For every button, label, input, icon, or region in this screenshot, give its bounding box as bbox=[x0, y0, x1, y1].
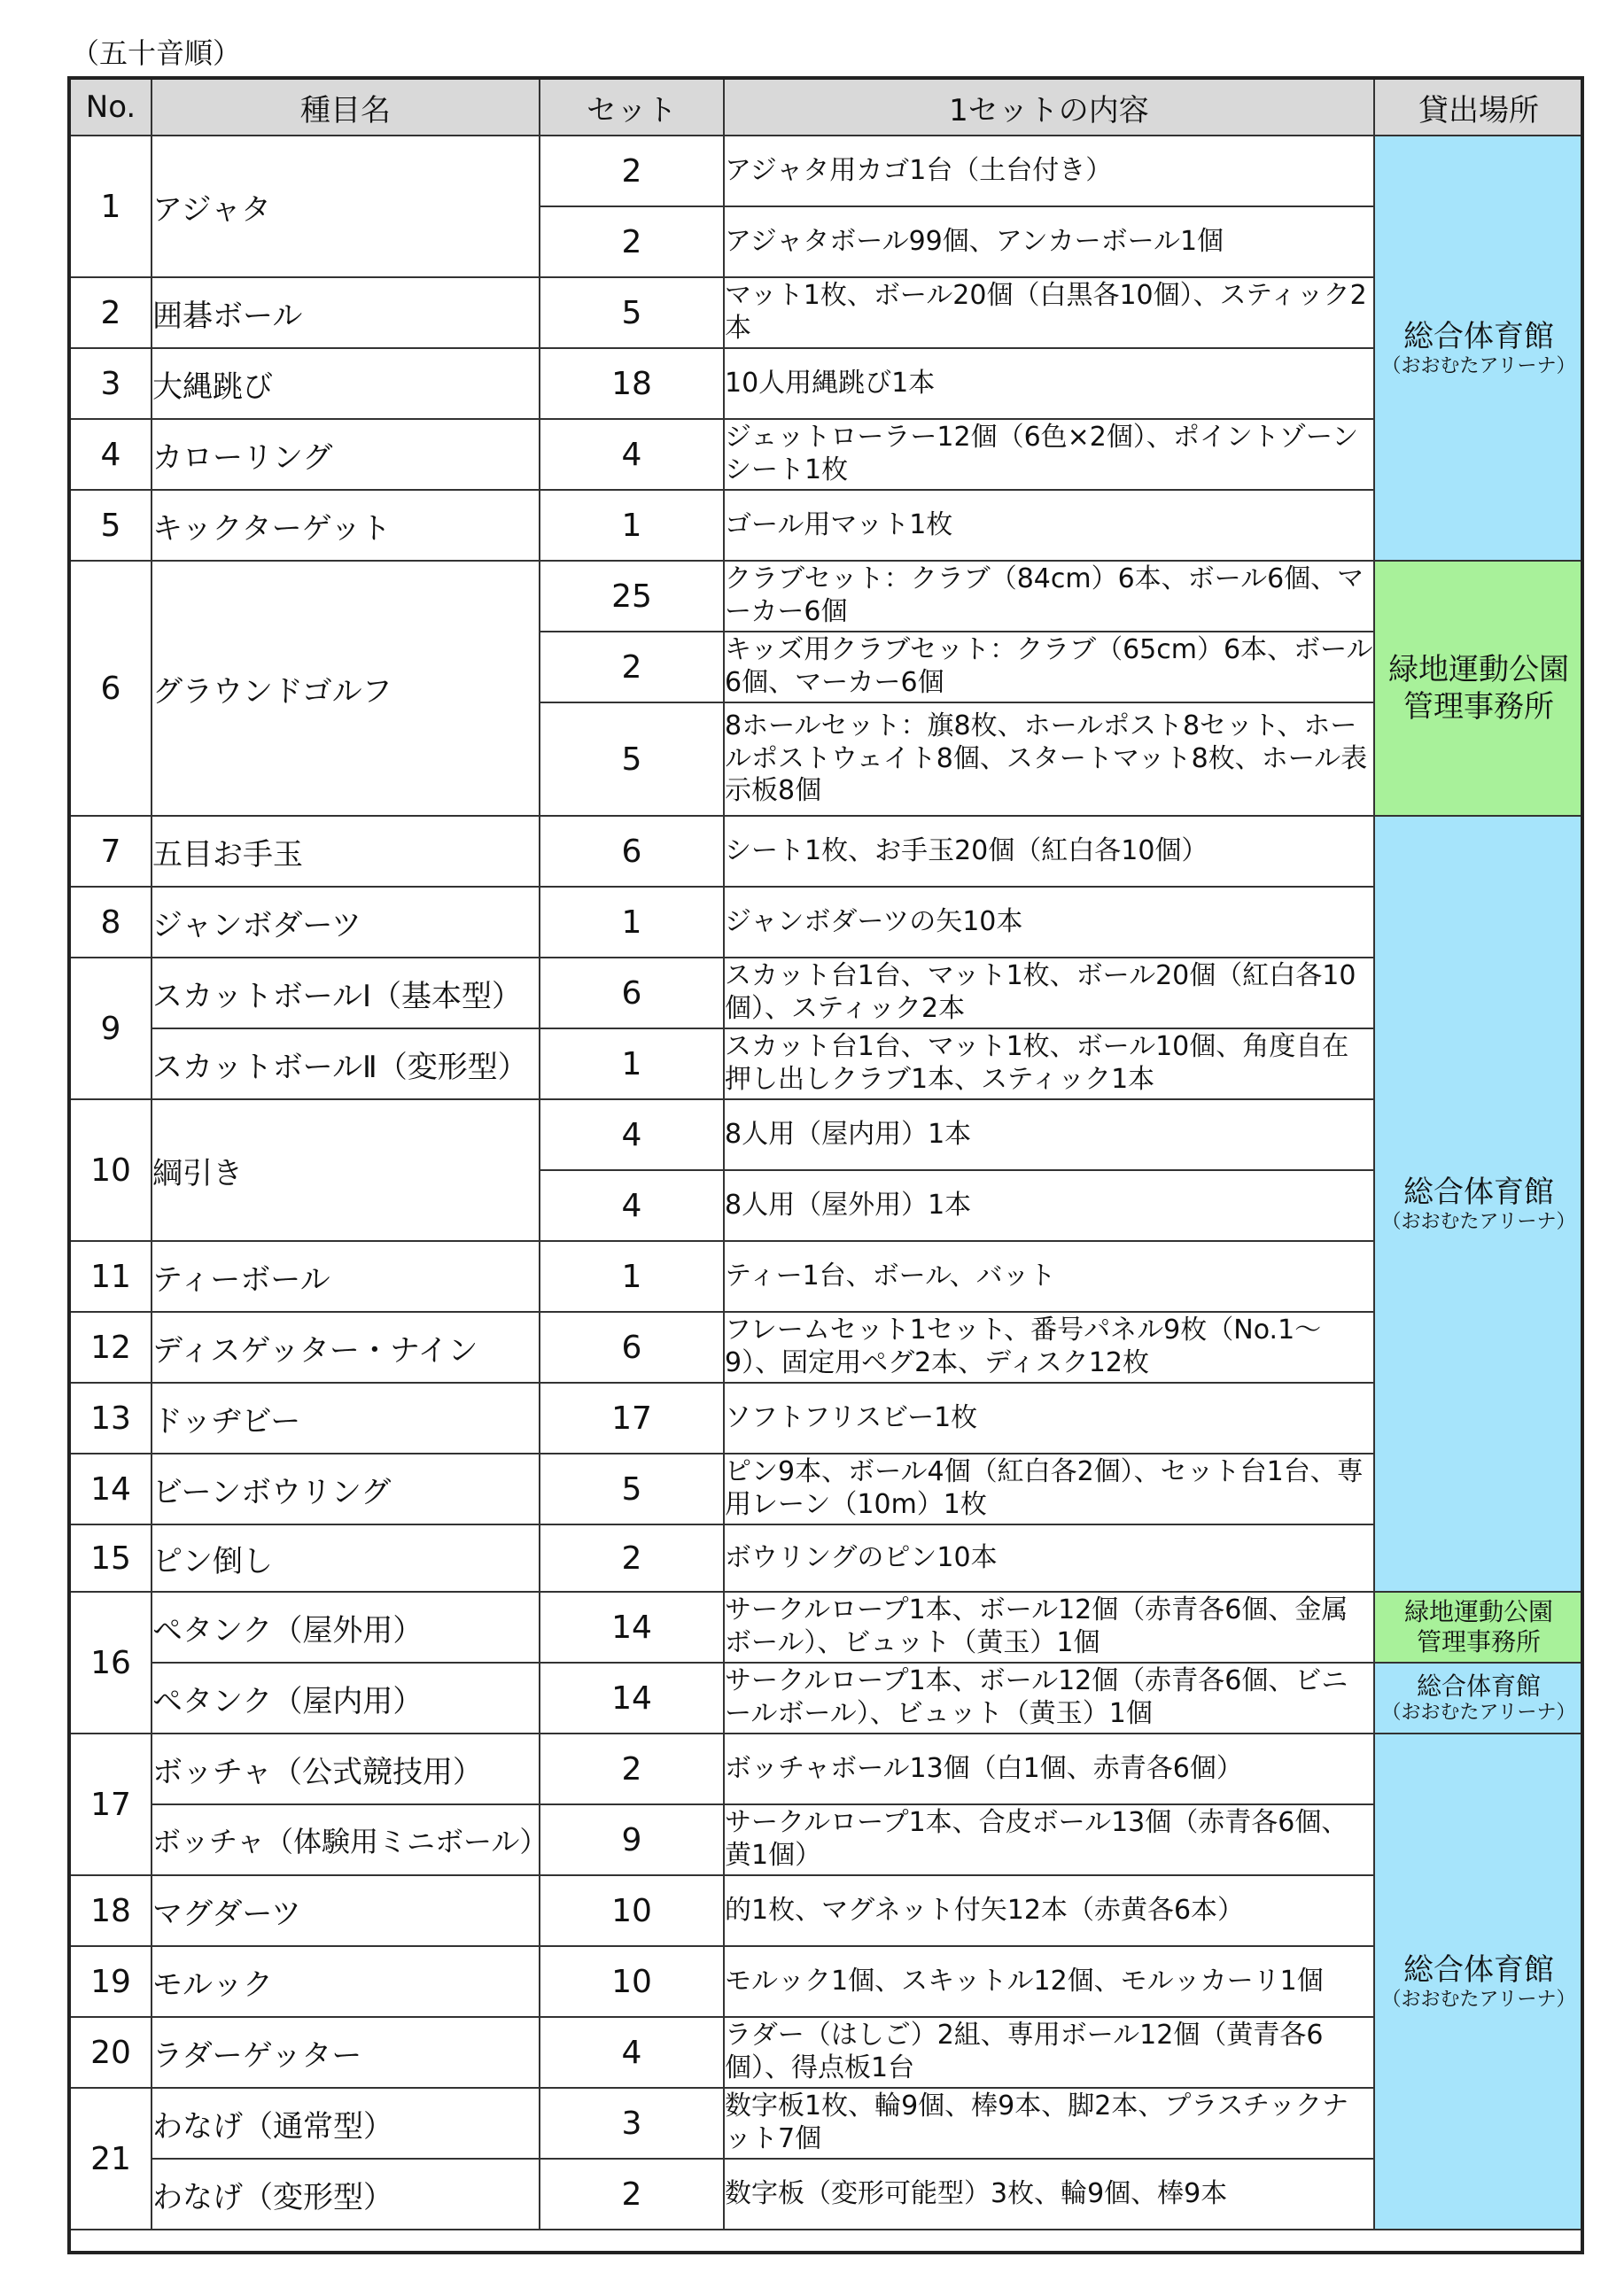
row-sets: 10 bbox=[540, 1946, 724, 2017]
row-content: 数字板（変形可能型）3枚、輪9個、棒9本 bbox=[724, 2159, 1374, 2230]
row-sets: 4 bbox=[540, 1099, 724, 1170]
row-content: フレームセット1セット、番号パネル9枚（No.1～9）、固定用ペグ2本、ディスク12枚 bbox=[724, 1312, 1374, 1383]
table-row bbox=[70, 277, 1583, 348]
header-sets: セット bbox=[540, 79, 724, 136]
table-row bbox=[70, 958, 1583, 1028]
row-sets: 9 bbox=[540, 1804, 724, 1875]
location-park-line2: 管理事務所 bbox=[1403, 689, 1554, 725]
row-sets: 1 bbox=[540, 887, 724, 958]
row-no: 6 bbox=[70, 561, 152, 816]
row-name: ドッヂビー bbox=[152, 1383, 540, 1454]
row-name: カローリング bbox=[152, 419, 540, 490]
row-name: わなげ（通常型） bbox=[152, 2088, 540, 2159]
row-sets: 1 bbox=[540, 490, 724, 561]
row-sets: 2 bbox=[540, 206, 724, 277]
location-park-line1: 緑地運動公園 bbox=[1388, 651, 1569, 687]
row-no: 16 bbox=[70, 1592, 152, 1734]
table-caption: （五十音順） bbox=[71, 36, 242, 70]
row-no: 5 bbox=[70, 490, 152, 561]
location-sub: （おおむたアリーナ） bbox=[1381, 1989, 1576, 2012]
table-row bbox=[70, 1028, 1583, 1099]
row-sets: 3 bbox=[540, 2088, 724, 2159]
row-no: 12 bbox=[70, 1312, 152, 1383]
table-row bbox=[70, 1099, 1583, 1170]
row-no: 1 bbox=[70, 136, 152, 277]
row-no: 20 bbox=[70, 2017, 152, 2088]
row-content: サークルロープ1本、ボール12個（赤青各6個、ビニールボール）、ビュット（黄玉）1個 bbox=[724, 1663, 1374, 1734]
header-no: No. bbox=[70, 79, 152, 136]
row-content: ボッチャボール13個（白1個、赤青各6個） bbox=[724, 1734, 1374, 1804]
location-sub: （おおむたアリーナ） bbox=[1381, 1701, 1576, 1724]
row-no: 13 bbox=[70, 1383, 152, 1454]
location-sub: （おおむたアリーナ） bbox=[1381, 355, 1576, 378]
row-name: 綱引き bbox=[152, 1099, 540, 1241]
row-sets: 14 bbox=[540, 1592, 724, 1663]
row-no: 14 bbox=[70, 1454, 152, 1524]
row-content: 8人用（屋外用）1本 bbox=[724, 1170, 1374, 1241]
row-no: 21 bbox=[70, 2088, 152, 2230]
row-content: 数字板1枚、輪9個、棒9本、脚2本、プラスチックナット7個 bbox=[724, 2088, 1374, 2159]
row-sets: 2 bbox=[540, 632, 724, 702]
row-content: ティー1台、ボール、バット bbox=[724, 1241, 1374, 1312]
row-name: ペタンク（屋外用） bbox=[152, 1592, 540, 1663]
row-content: アジャタボール99個、アンカーボール1個 bbox=[724, 206, 1374, 277]
row-name: ジャンボダーツ bbox=[152, 887, 540, 958]
row-content: 8ホールセット：旗8枚、ホールポスト8セット、ホールポストウェイト8個、スタートマット8枚、ホール表示板8個 bbox=[724, 702, 1374, 816]
row-sets: 4 bbox=[540, 2017, 724, 2088]
row-name: ピン倒し bbox=[152, 1524, 540, 1592]
table-row bbox=[70, 1592, 1583, 1663]
row-no: 8 bbox=[70, 887, 152, 958]
table-row bbox=[70, 1734, 1583, 1804]
row-content: スカット台1台、マット1枚、ボール20個（紅白各10個）、スティック2本 bbox=[724, 958, 1374, 1028]
header-name: 種目名 bbox=[152, 79, 540, 136]
location-park bbox=[1374, 1592, 1583, 1663]
row-no: 17 bbox=[70, 1734, 152, 1875]
row-no: 10 bbox=[70, 1099, 152, 1241]
row-content: ジャンボダーツの矢10本 bbox=[724, 887, 1374, 958]
row-no: 18 bbox=[70, 1875, 152, 1946]
row-content: キッズ用クラブセット：クラブ（65cm）6本、ボール6個、マーカー6個 bbox=[724, 632, 1374, 702]
row-content: ゴール用マット1枚 bbox=[724, 490, 1374, 561]
row-name: ラダーゲッター bbox=[152, 2017, 540, 2088]
location-gym bbox=[1374, 136, 1583, 561]
table-row bbox=[70, 419, 1583, 490]
row-content: ピン9本、ボール4個（紅白各2個）、セット台1台、専用レーン（10m）1枚 bbox=[724, 1454, 1374, 1524]
row-name: ディスゲッター・ナイン bbox=[152, 1312, 540, 1383]
table-row bbox=[70, 2159, 1583, 2230]
location-name: 総合体育館 bbox=[1416, 1672, 1541, 1701]
row-name: ティーボール bbox=[152, 1241, 540, 1312]
table-row bbox=[70, 1383, 1583, 1454]
row-content: サークルロープ1本、ボール12個（赤青各6個、金属ボール）、ビュット（黄玉）1個 bbox=[724, 1592, 1374, 1663]
row-sets: 6 bbox=[540, 1312, 724, 1383]
table-row bbox=[70, 1241, 1583, 1312]
row-no: 2 bbox=[70, 277, 152, 348]
row-name: 囲碁ボール bbox=[152, 277, 540, 348]
table-row bbox=[70, 561, 1583, 632]
row-name: ペタンク（屋内用） bbox=[152, 1663, 540, 1734]
row-no: 11 bbox=[70, 1241, 152, 1312]
table-row bbox=[70, 490, 1583, 561]
row-content: クラブセット：クラブ（84cm）6本、ボール6個、マーカー6個 bbox=[724, 561, 1374, 632]
row-sets: 2 bbox=[540, 2159, 724, 2230]
row-content: 10人用縄跳び1本 bbox=[724, 348, 1374, 419]
row-no: 19 bbox=[70, 1946, 152, 2017]
row-content: マット1枚、ボール20個（白黒各10個）、スティック2本 bbox=[724, 277, 1374, 348]
row-content: 8人用（屋内用）1本 bbox=[724, 1099, 1374, 1170]
row-content: スカット台1台、マット1枚、ボール10個、角度自在押し出しクラブ1本、スティック1本 bbox=[724, 1028, 1374, 1099]
table-row bbox=[70, 1946, 1583, 2017]
location-gym bbox=[1374, 1734, 1583, 2230]
row-content: ラダー（はしご）2組、専用ボール12個（黄青各6個）、得点板1台 bbox=[724, 2017, 1374, 2088]
row-sets: 4 bbox=[540, 1170, 724, 1241]
row-name: ビーンボウリング bbox=[152, 1454, 540, 1524]
row-sets: 6 bbox=[540, 816, 724, 887]
row-content: 的1枚、マグネット付矢12本（赤黄各6本） bbox=[724, 1875, 1374, 1946]
table-row bbox=[70, 1804, 1583, 1875]
row-name: ボッチャ（公式競技用） bbox=[152, 1734, 540, 1804]
row-no: 3 bbox=[70, 348, 152, 419]
row-name: キックターゲット bbox=[152, 490, 540, 561]
location-park bbox=[1374, 561, 1583, 816]
row-sets: 2 bbox=[540, 1524, 724, 1592]
row-no: 7 bbox=[70, 816, 152, 887]
row-sets: 4 bbox=[540, 419, 724, 490]
row-content: ソフトフリスビー1枚 bbox=[724, 1383, 1374, 1454]
location-sub: （おおむたアリーナ） bbox=[1381, 1211, 1576, 1234]
row-sets: 5 bbox=[540, 277, 724, 348]
header-row bbox=[70, 79, 1583, 136]
location-name: 総合体育館 bbox=[1403, 318, 1554, 354]
row-no: 9 bbox=[70, 958, 152, 1099]
table-row bbox=[70, 887, 1583, 958]
table-row bbox=[70, 1663, 1583, 1734]
table-row bbox=[70, 348, 1583, 419]
row-content: ボウリングのピン10本 bbox=[724, 1524, 1374, 1592]
row-content: シート1枚、お手玉20個（紅白各10個） bbox=[724, 816, 1374, 887]
row-name: ボッチャ（体験用ミニボール） bbox=[152, 1804, 540, 1875]
row-sets: 6 bbox=[540, 958, 724, 1028]
row-name: 大縄跳び bbox=[152, 348, 540, 419]
row-name: マグダーツ bbox=[152, 1875, 540, 1946]
row-name: スカットボールⅠ（基本型） bbox=[152, 958, 540, 1028]
location-name: 総合体育館 bbox=[1403, 1174, 1554, 1210]
row-content: ジェットローラー12個（6色×2個）、ポイントゾーンシート1枚 bbox=[724, 419, 1374, 490]
row-name: モルック bbox=[152, 1946, 540, 2017]
table-row bbox=[70, 1875, 1583, 1946]
row-content: モルック1個、スキットル12個、モルッカーリ1個 bbox=[724, 1946, 1374, 2017]
location-gym bbox=[1374, 816, 1583, 1592]
row-sets: 10 bbox=[540, 1875, 724, 1946]
row-name: アジャタ bbox=[152, 136, 540, 277]
header-location: 貸出場所 bbox=[1374, 79, 1583, 136]
location-park-line1: 緑地運動公園 bbox=[1403, 1597, 1553, 1627]
row-sets: 2 bbox=[540, 1734, 724, 1804]
row-name: グラウンドゴルフ bbox=[152, 561, 540, 816]
row-sets: 5 bbox=[540, 702, 724, 816]
row-no: 4 bbox=[70, 419, 152, 490]
row-name: スカットボールⅡ（変形型） bbox=[152, 1028, 540, 1099]
table-row bbox=[70, 2088, 1583, 2159]
row-sets: 25 bbox=[540, 561, 724, 632]
row-sets: 2 bbox=[540, 136, 724, 206]
equipment-table bbox=[69, 78, 1584, 2230]
table-row bbox=[70, 1524, 1583, 1592]
row-content: サークルロープ1本、合皮ボール13個（赤青各6個、黄1個） bbox=[724, 1804, 1374, 1875]
row-content: アジャタ用カゴ1台（土台付き） bbox=[724, 136, 1374, 206]
row-sets: 18 bbox=[540, 348, 724, 419]
header-content: 1セットの内容 bbox=[724, 79, 1374, 136]
location-park-line2: 管理事務所 bbox=[1416, 1627, 1541, 1656]
location-gym bbox=[1374, 1663, 1583, 1734]
row-no: 15 bbox=[70, 1524, 152, 1592]
location-name: 総合体育館 bbox=[1403, 1951, 1554, 1988]
table-row bbox=[70, 136, 1583, 206]
table-row bbox=[70, 816, 1583, 887]
row-name: わなげ（変形型） bbox=[152, 2159, 540, 2230]
row-sets: 1 bbox=[540, 1241, 724, 1312]
row-sets: 5 bbox=[540, 1454, 724, 1524]
table-row bbox=[70, 1454, 1583, 1524]
row-sets: 14 bbox=[540, 1663, 724, 1734]
row-sets: 17 bbox=[540, 1383, 724, 1454]
table-row bbox=[70, 1312, 1583, 1383]
row-name: 五目お手玉 bbox=[152, 816, 540, 887]
table-row bbox=[70, 2017, 1583, 2088]
row-sets: 1 bbox=[540, 1028, 724, 1099]
